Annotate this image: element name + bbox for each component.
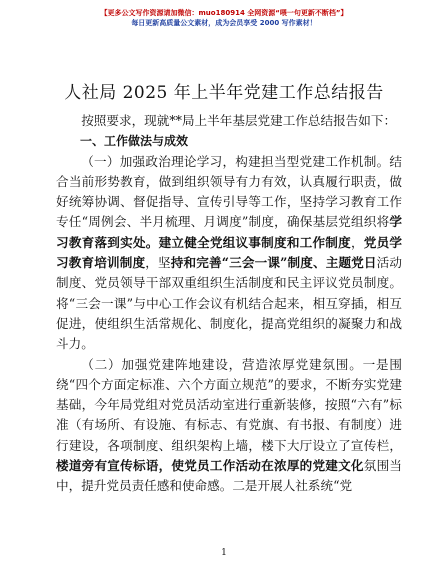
promo-banner [0,8,448,28]
para1-text-1: （一）加强政治理论学习，构建担当型党建工作机制。结合当前形势教育，做到组织领导有力有效，认真履行职责，做好统筹协调、督促指导、宣传引导等工作，坚持学习教育工作专任“周例会、半月梳理、月调度”制度，确保基层党组织将 [56,153,402,230]
document-title: 人社局 2025 年上半年党建工作总结报告 [64,83,384,103]
para2-bold-1: 楼道旁有宣传标语，使党员工作活动在浓厚的党建文化 [56,458,364,474]
paragraph-1 [56,152,402,355]
para1-text-3: ，坚 [145,255,171,271]
section-heading-1: 一、工作做法与成效 [80,134,189,149]
para1-text-2: ， [350,234,364,250]
para1-text-4: 活动制度、党员领导干部双重组织生活制度和民主评议党员制度。将“三会一课”与中心工作会议有机结合起来，相互穿插，相互促进，使组织生活常规化、制度化，提高党组织的凝聚力和战斗力。 [56,255,403,352]
para1-bold-1: 学习教育落到实处。建立健全党组议事制度和工作制度 [56,214,402,250]
para2-text-2: 氛围当中，提升党员责任感和使命感。二是开展人社系统“党 [56,458,403,494]
document-body [56,111,402,497]
banner-line-2: 每日更新高质量公文素材，成为会员享受 2000 写作素材！ [131,19,317,27]
intro-paragraph: 按照要求，现就**局上半年基层党建工作总结报告如下： [81,113,397,128]
para2-text-1: （二）加强党建阵地建设，营造浓厚党建氛围。一是围绕“四个方面定标准、六个方面立规范”的要求，不断夯实党建基础，今年局党组对党员活动室进行重新装修，按照“六有”标准（有场所、有设施、有标志、有党旗、有书报、有制度）进行建设，各项制度、组织架构上墙，楼下大厅设立了宣传栏， [56,356,402,453]
para1-bold-3: 持和完善“三会一课”制度、主题党日 [170,255,377,271]
paragraph-2 [56,355,402,497]
banner-line-1: 【更多公文写作资源请加微信：muo180914 全网资源“喂一句更新不断档”】 [100,9,348,17]
page-number: 1 [221,548,227,558]
para1-bold-2: 党员学习教育培训制度 [56,234,403,271]
